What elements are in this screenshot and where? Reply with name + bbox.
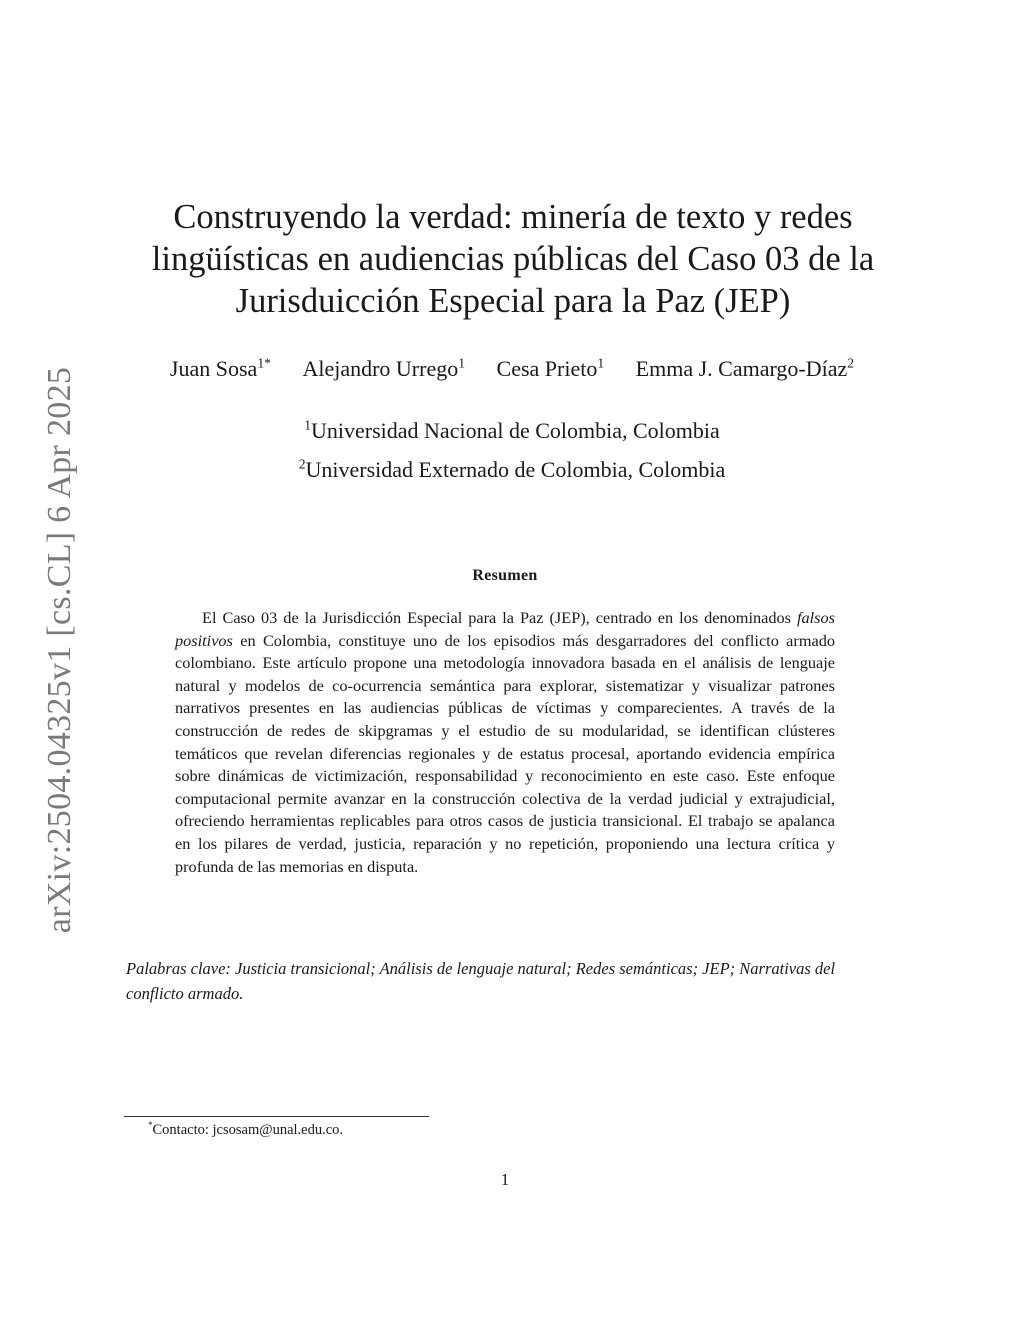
footnote-mark: * [148, 1120, 153, 1131]
author-2 [302, 356, 465, 382]
affiliation-2 [100, 457, 924, 483]
affiliation-name: Universidad Nacional de Colombia, Colombia [311, 418, 720, 443]
author-1 [170, 356, 271, 382]
author-affiliation-mark: 1 [458, 355, 466, 371]
keywords: Palabras clave: Justicia transicional; Análisis de lenguaje natural; Redes semánticas; JEP; Narrativas del conflicto armado. [126, 959, 836, 1003]
page-number: 1 [500, 1170, 510, 1189]
affiliation-1 [100, 418, 924, 444]
author-3 [497, 356, 605, 382]
author-4 [636, 356, 854, 382]
affiliation-mark: 2 [298, 456, 306, 472]
footnote-contact [148, 1122, 343, 1139]
abstract-heading: Resumen [472, 567, 538, 584]
affiliation-name: Universidad Externado de Colombia, Colombia [305, 457, 726, 482]
author-name: Emma J. Camargo-Díaz [635, 356, 848, 381]
abstract-text-start: El Caso 03 de la Jurisdicción Especial para la Paz (JEP), centrado en los denominados [202, 608, 797, 627]
author-list [100, 356, 924, 382]
footnote-text: Contacto: jcsosam@unal.edu.co. [152, 1122, 344, 1138]
footnote-divider [124, 1116, 429, 1117]
author-name: Cesa Prieto [496, 356, 598, 381]
paper-title: Construyendo la verdad: minería de texto y redes lingüísticas en audiencias públicas del Caso 03 de la Jurisduicción Especial para la Paz (JEP) [151, 198, 875, 320]
abstract-italic-term: falsos positivos [175, 608, 835, 650]
author-affiliation-mark: 2 [847, 355, 855, 371]
author-name: Juan Sosa [169, 356, 258, 381]
abstract-text-rest: en Colombia, constituye uno de los episodios más desgarradores del conflicto armado colombiano. Este artículo propone una metodología innovadora basada en el análisis de lenguaje natural y modelos de co-ocurrencia semántica para explorar, sistematizar y visualizar patrones narrativos presentes en las audiencias públicas de víctimas y comparecientes. A través de la construcción de redes de skipgramas y el estudio de su modularidad, se identifican clústeres temáticos que revelan diferencias regionales y de estatus procesal, aportando evidencia empírica sobre dinámicas de victimización, responsabilidad y reconocimiento en este caso. Este enfoque computacional permite avanzar en la construcción colectiva de la verdad judicial y extrajudicial, ofreciendo herramientas replicables para otros casos de justicia transicional. El trabajo se apalanca en los pilares de verdad, justicia, reparación y no repetición, proponiendo una lectura crítica y profunda de las memorias en disputa. [175, 630, 835, 876]
author-name: Alejandro Urrego [302, 356, 459, 381]
affiliation-mark: 1 [304, 417, 312, 433]
author-affiliation-mark: 1 [597, 355, 605, 371]
arxiv-identifier-stamp: arXiv:2504.04325v1 [cs.CL] 6 Apr 2025 [41, 366, 78, 934]
abstract-body [175, 607, 835, 878]
author-affiliation-mark: 1* [257, 355, 271, 371]
